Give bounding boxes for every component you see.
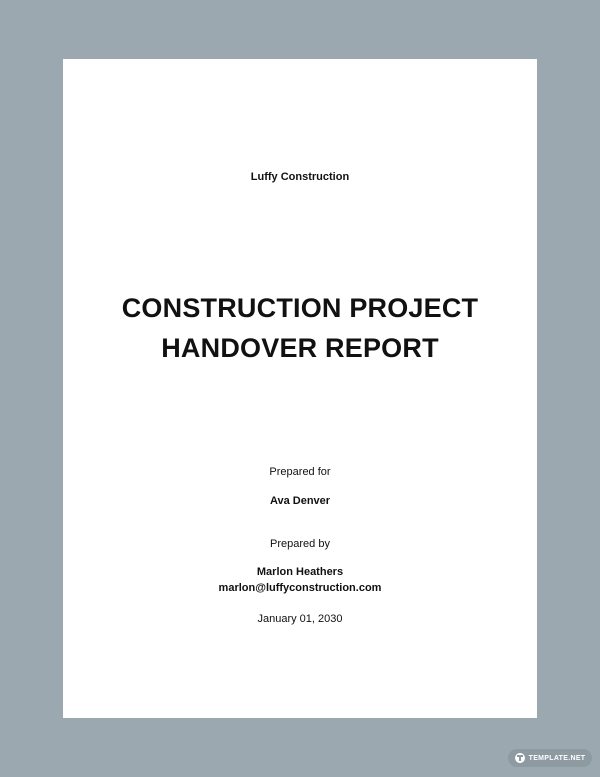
prepared-by-email: marlon@luffyconstruction.com [218, 582, 382, 594]
template-watermark [508, 749, 592, 767]
prepared-for-name: Ava Denver [269, 495, 331, 507]
report-title-line-1: CONSTRUCTION PROJECT [121, 293, 479, 323]
prepared-for-label: Prepared for [269, 466, 331, 478]
company-name: Luffy Construction [250, 171, 350, 183]
prepared-by-label: Prepared by [270, 538, 330, 550]
report-date: January 01, 2030 [257, 613, 343, 625]
report-title-line-2: HANDOVER REPORT [161, 333, 439, 363]
template-logo-icon [515, 753, 525, 763]
watermark-text: TEMPLATE.NET [528, 754, 586, 762]
report-title [63, 288, 537, 368]
prepared-by-name: Marlon Heathers [256, 566, 344, 578]
document-page [63, 59, 537, 718]
